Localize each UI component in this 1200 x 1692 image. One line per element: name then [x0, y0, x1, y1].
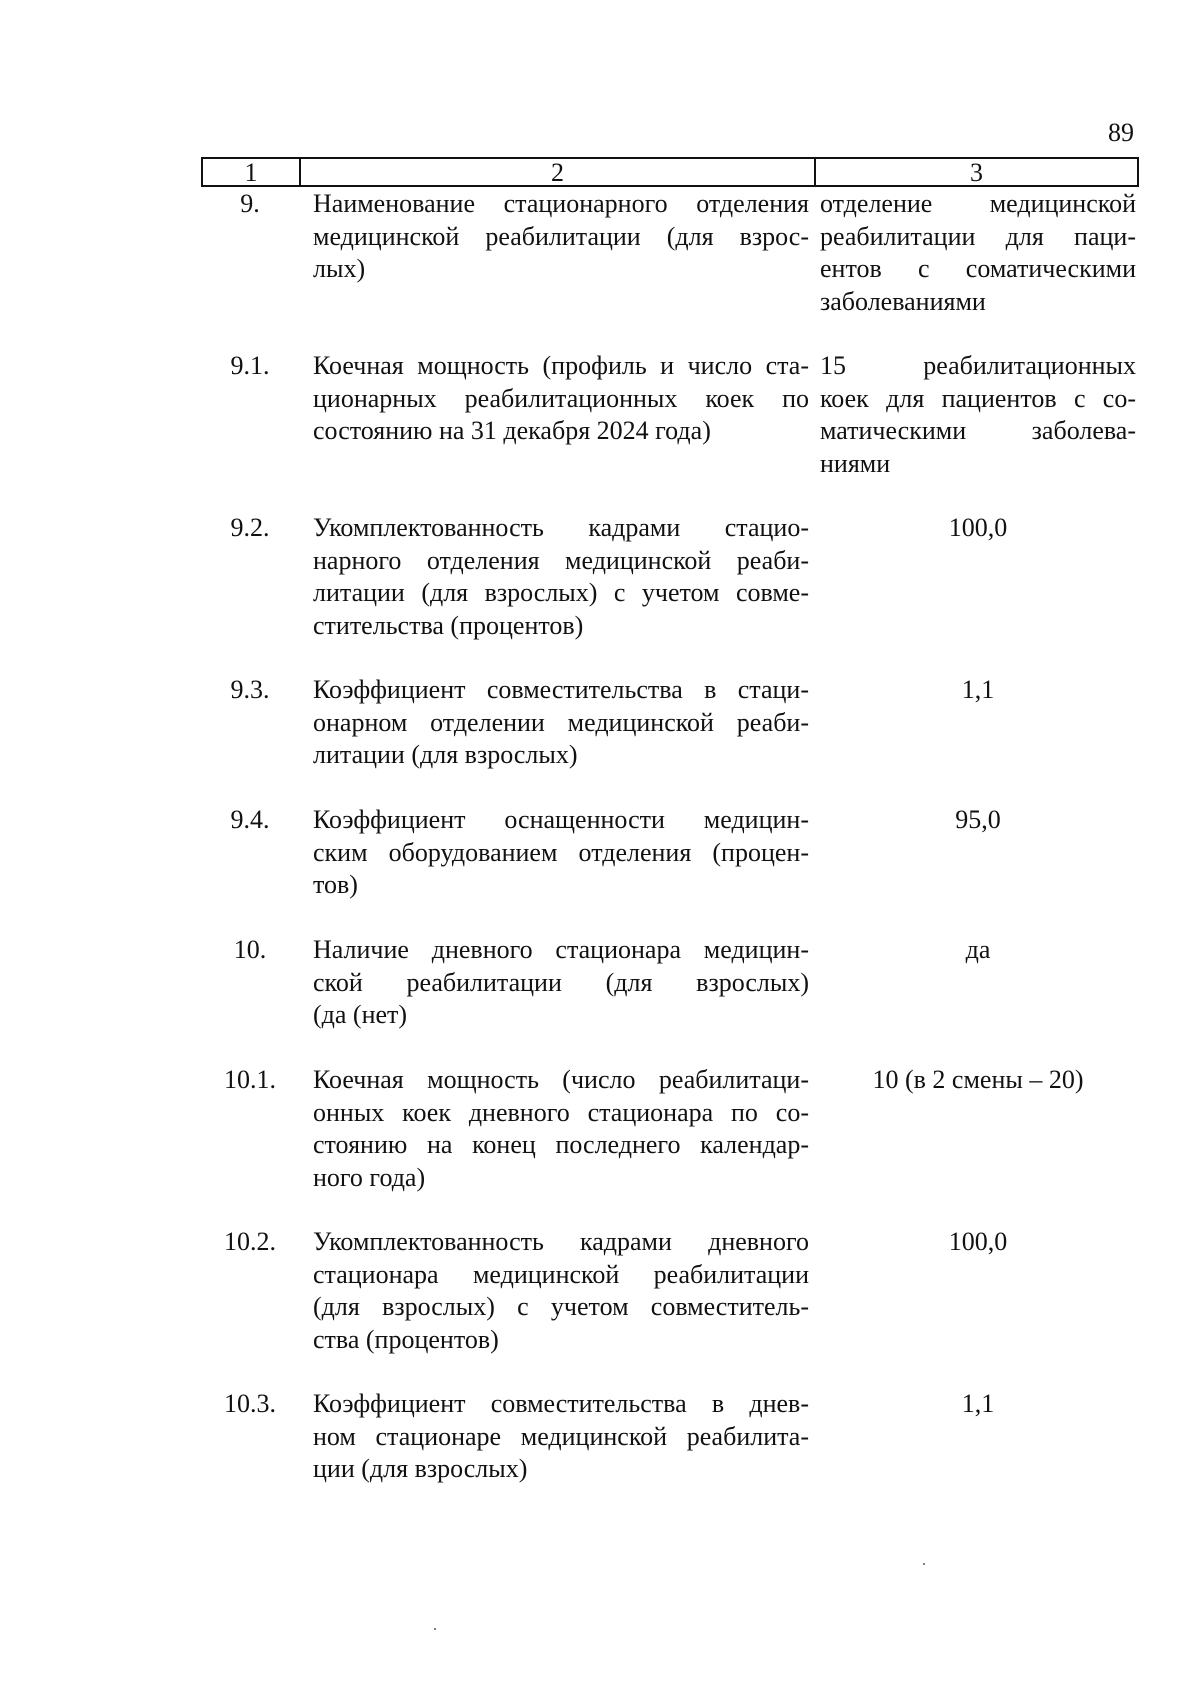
value-line: заболеваниями	[820, 286, 986, 316]
row-description	[313, 674, 809, 772]
description-line: ного года)	[313, 1162, 426, 1192]
row-value	[820, 188, 1136, 318]
row-value: 1,1	[961, 1389, 995, 1418]
description-line: Коэффициент оснащенности медицин-	[313, 805, 809, 834]
scan-speck	[923, 1563, 925, 1565]
table-header-row	[201, 157, 1139, 187]
description-line: ской реабилитации (для взрослых)	[313, 967, 809, 997]
row-number: 9.1.	[230, 351, 270, 380]
description-line: нарного отделения медицинской реаби-	[313, 545, 809, 575]
value-line: реабилитации для паци-	[820, 221, 1136, 251]
description-line: ским оборудованием отделения (процен-	[313, 837, 809, 867]
scan-speck	[434, 1628, 436, 1630]
row-number: 10.	[233, 935, 267, 964]
description-line: ном стационаре медицинской реабилита-	[313, 1421, 809, 1451]
value-line: 15 реабилитационных	[820, 351, 1136, 380]
description-line: стоянию на конец последнего календар-	[313, 1130, 809, 1159]
header-cell-3: 3	[970, 158, 983, 187]
page-number: 89	[1108, 118, 1134, 147]
row-value	[820, 350, 1136, 480]
value-line: коек для пациентов с со-	[820, 383, 1136, 413]
description-line: стационара медицинской реабилитации	[313, 1259, 809, 1289]
row-value: 95,0	[955, 805, 1001, 834]
description-line: онных коек дневного стационара по со-	[313, 1097, 809, 1127]
description-line: лых)	[313, 254, 366, 283]
row-description	[313, 1388, 809, 1486]
row-description	[313, 350, 809, 448]
description-line: медицинской реабилитации (для взрос-	[313, 221, 809, 251]
description-line: состоянию на 31 декабря 2024 года)	[313, 416, 711, 445]
description-line: Укомплектованность кадрами стацио-	[313, 513, 809, 542]
row-number: 10.3.	[224, 1389, 276, 1418]
row-number: 9.3.	[230, 675, 270, 704]
row-description	[313, 804, 809, 902]
row-description	[313, 188, 809, 286]
description-line: стительства (процентов)	[313, 610, 584, 640]
description-line: Коечная мощность (число реабилитаци-	[313, 1065, 809, 1094]
description-line: Коэффициент совместительства в стаци-	[313, 675, 809, 704]
row-description	[313, 1226, 809, 1356]
row-value: 100,0	[948, 1227, 1008, 1256]
description-line: Укомплектованность кадрами дневного	[313, 1227, 809, 1256]
header-cell-2: 2	[301, 159, 816, 185]
value-line: отделение медицинской	[820, 189, 1136, 218]
description-line: литации (для взрослых)	[313, 740, 578, 769]
row-number: 9.	[240, 189, 260, 218]
description-line: литации (для взрослых) с учетом совме-	[313, 578, 809, 607]
description-line: ства (процентов)	[313, 1324, 499, 1354]
description-line: Наличие дневного стационара медицин-	[313, 935, 809, 964]
description-line: тов)	[313, 870, 358, 899]
description-line: ции (для взрослых)	[313, 1454, 528, 1483]
row-number: 9.2.	[230, 513, 270, 542]
description-line: Коэффициент совместительства в днев-	[313, 1389, 809, 1418]
header-cell-1: 1	[203, 159, 301, 185]
description-line: ционарных реабилитационных коек по	[313, 383, 809, 413]
value-line: ниями	[820, 448, 891, 478]
row-description	[313, 512, 809, 642]
description-line: (для взрослых) с учетом совместитель-	[313, 1292, 809, 1321]
description-line: Коечная мощность (профиль и число ста-	[313, 351, 809, 380]
description-line: (да (нет)	[313, 1000, 408, 1029]
row-value: 10 (в 2 смены – 20)	[872, 1065, 1084, 1094]
row-description	[313, 1064, 809, 1194]
value-line: матическими заболева-	[820, 416, 1136, 445]
row-number: 9.4.	[230, 805, 270, 834]
description-line: Наименование стационарного отделения	[313, 189, 809, 218]
row-number: 10.1.	[224, 1065, 276, 1094]
row-number: 10.2.	[224, 1227, 276, 1256]
row-value: 1,1	[961, 675, 995, 704]
row-description	[313, 934, 809, 1032]
row-value: 100,0	[948, 513, 1008, 542]
description-line: онарном отделении медицинской реаби-	[313, 707, 809, 737]
value-line: ентов с соматическими	[820, 254, 1136, 283]
row-value: да	[965, 935, 991, 964]
